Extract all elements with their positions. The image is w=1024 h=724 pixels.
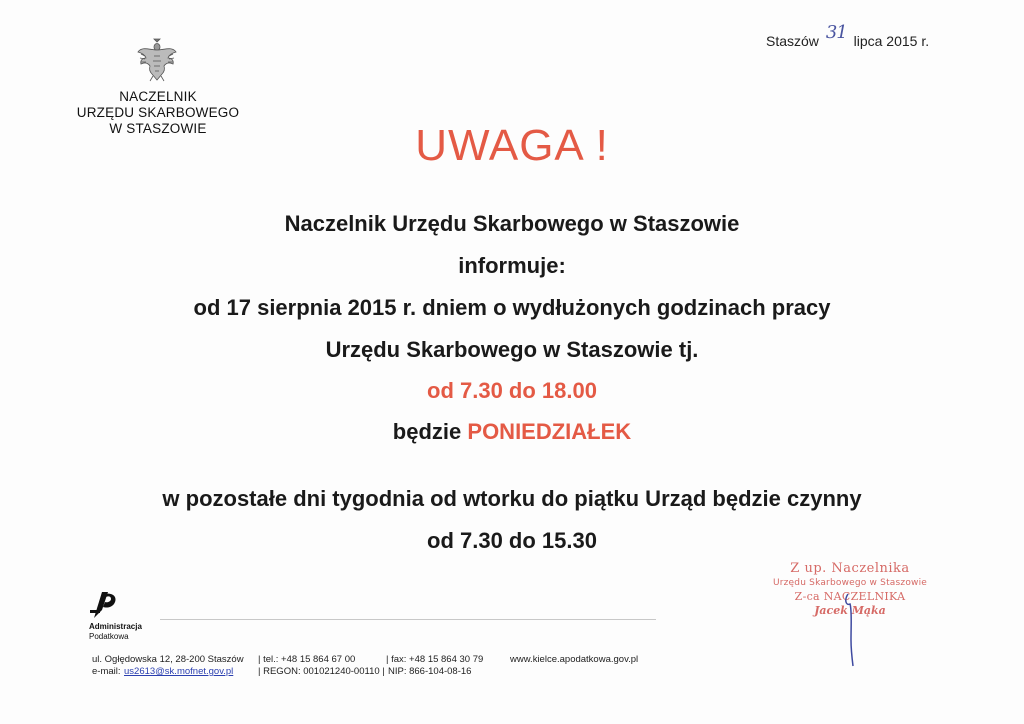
place-and-date — [766, 22, 930, 51]
stamp-line-3: Z-ca NACZELNIKA — [794, 590, 906, 603]
logo-line-2: Podatkowa — [89, 632, 129, 641]
office-line: NACZELNIK — [119, 89, 197, 104]
nip: NIP: 866-104-08-16 — [388, 666, 472, 677]
office-line: W STASZOWIE — [109, 121, 207, 136]
body-line-2: informuje: — [458, 253, 566, 278]
address: ul. Ogłędowska 12, 28-200 Staszów — [92, 654, 244, 665]
office-line: URZĘDU SKARBOWEGO — [76, 105, 240, 120]
website: www.kielce.apodatkowa.gov.pl — [510, 654, 639, 665]
body-line-3: od 17 sierpnia 2015 r. dniem o wydłużonych godzinach pracy — [193, 295, 831, 320]
body-line-1: Naczelnik Urzędu Skarbowego w Staszowie — [284, 211, 740, 236]
day-name: PONIEDZIAŁEK — [467, 419, 632, 444]
logo-caption — [89, 622, 142, 642]
place: Staszów — [766, 33, 819, 49]
polish-eagle-emblem-icon — [136, 36, 178, 82]
month-year: lipca 2015 r. — [853, 33, 930, 49]
fax: | fax: +48 15 864 30 79 — [386, 654, 484, 665]
other-days-hours: od 7.30 do 15.30 — [427, 528, 597, 553]
signature-icon — [836, 580, 866, 670]
stamp-line-2: Urzędu Skarbowego w Staszowie — [772, 578, 928, 588]
notice-title: UWAGA ! — [415, 121, 609, 170]
stamp-line-1: Z up. Naczelnika — [790, 561, 910, 576]
email-link[interactable]: us2613@sk.mofnet.gov.pl — [124, 666, 234, 677]
administracja-podatkowa-logo-icon — [88, 588, 120, 622]
day-prefix: będzie — [392, 419, 462, 444]
monday-hours: od 7.30 do 18.00 — [427, 378, 597, 403]
stamp-line-4: Jacek Mąka — [814, 604, 886, 617]
body-line-4: Urzędu Skarbowego w Staszowie tj. — [325, 337, 699, 362]
regon: | REGON: 001021240-00110 | — [258, 666, 385, 677]
monday-day-line — [0, 418, 1024, 446]
other-days-line: w pozostałe dni tygodnia od wtorku do piątku Urząd będzie czynny — [162, 486, 862, 511]
email-label: e-mail: — [92, 666, 121, 677]
phone: | tel.: +48 15 864 67 00 — [258, 654, 356, 665]
footer-divider — [160, 619, 656, 620]
handwritten-day: 31 — [825, 22, 847, 43]
logo-line-1: Administracja — [89, 622, 142, 631]
